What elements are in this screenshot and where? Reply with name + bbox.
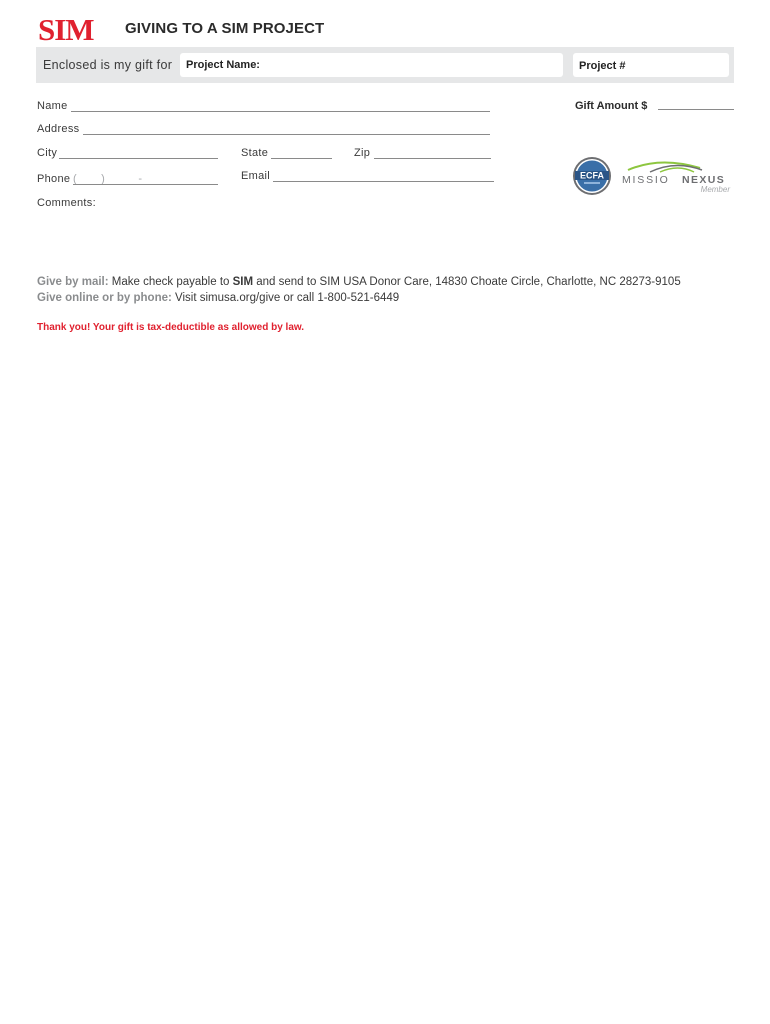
project-name-label: Project Name:: [186, 59, 260, 71]
phone-field[interactable]: [73, 184, 218, 185]
online-instructions: [37, 292, 399, 304]
online-label: Give online or by phone:: [37, 292, 172, 304]
city-field[interactable]: [59, 158, 218, 159]
gift-amount-field[interactable]: [658, 109, 734, 110]
email-label: Email: [241, 170, 271, 182]
zip-label: Zip: [354, 147, 371, 159]
svg-text:SIM: SIM: [38, 14, 94, 44]
phone-label: Phone: [37, 173, 71, 185]
state-label: State: [241, 147, 269, 159]
form-title: GIVING TO A SIM PROJECT: [125, 20, 325, 37]
address-field[interactable]: [83, 134, 490, 135]
mail-label: Give by mail:: [37, 276, 109, 288]
mail-text-1: Make check payable to: [108, 276, 233, 288]
enclosed-label: Enclosed is my gift for: [43, 58, 173, 72]
zip-field[interactable]: [374, 158, 491, 159]
gift-amount-label: Gift Amount $: [575, 100, 648, 112]
project-number-label: Project #: [579, 60, 626, 72]
online-text: Visit simusa.org/give or call 1-800-521-6449: [171, 292, 400, 304]
missio-nexus-logo: [620, 158, 734, 194]
state-field[interactable]: [271, 158, 332, 159]
phone-mask: ( ) -: [73, 173, 143, 185]
email-field[interactable]: [273, 181, 494, 182]
comments-label: Comments:: [37, 197, 96, 209]
thank-you-note: Thank you! Your gift is tax-deductible as allowed by law.: [37, 322, 305, 333]
address-label: Address: [37, 123, 80, 135]
name-field[interactable]: [71, 111, 490, 112]
svg-text:NEXUS: NEXUS: [682, 174, 726, 186]
city-label: City: [37, 147, 58, 159]
mail-text-2: and send to SIM USA Donor Care, 14830 Choate Circle, Charlotte, NC 28273-9105: [253, 276, 681, 288]
mail-instructions: [37, 276, 681, 288]
ecfa-badge-icon: [572, 156, 612, 196]
svg-text:ECFA: ECFA: [579, 170, 605, 181]
mail-sim: SIM: [232, 276, 254, 288]
name-label: Name: [37, 100, 68, 112]
svg-text:Member: Member: [700, 185, 730, 194]
svg-text:MISSIO: MISSIO: [622, 174, 670, 186]
sim-logo: [38, 14, 112, 44]
